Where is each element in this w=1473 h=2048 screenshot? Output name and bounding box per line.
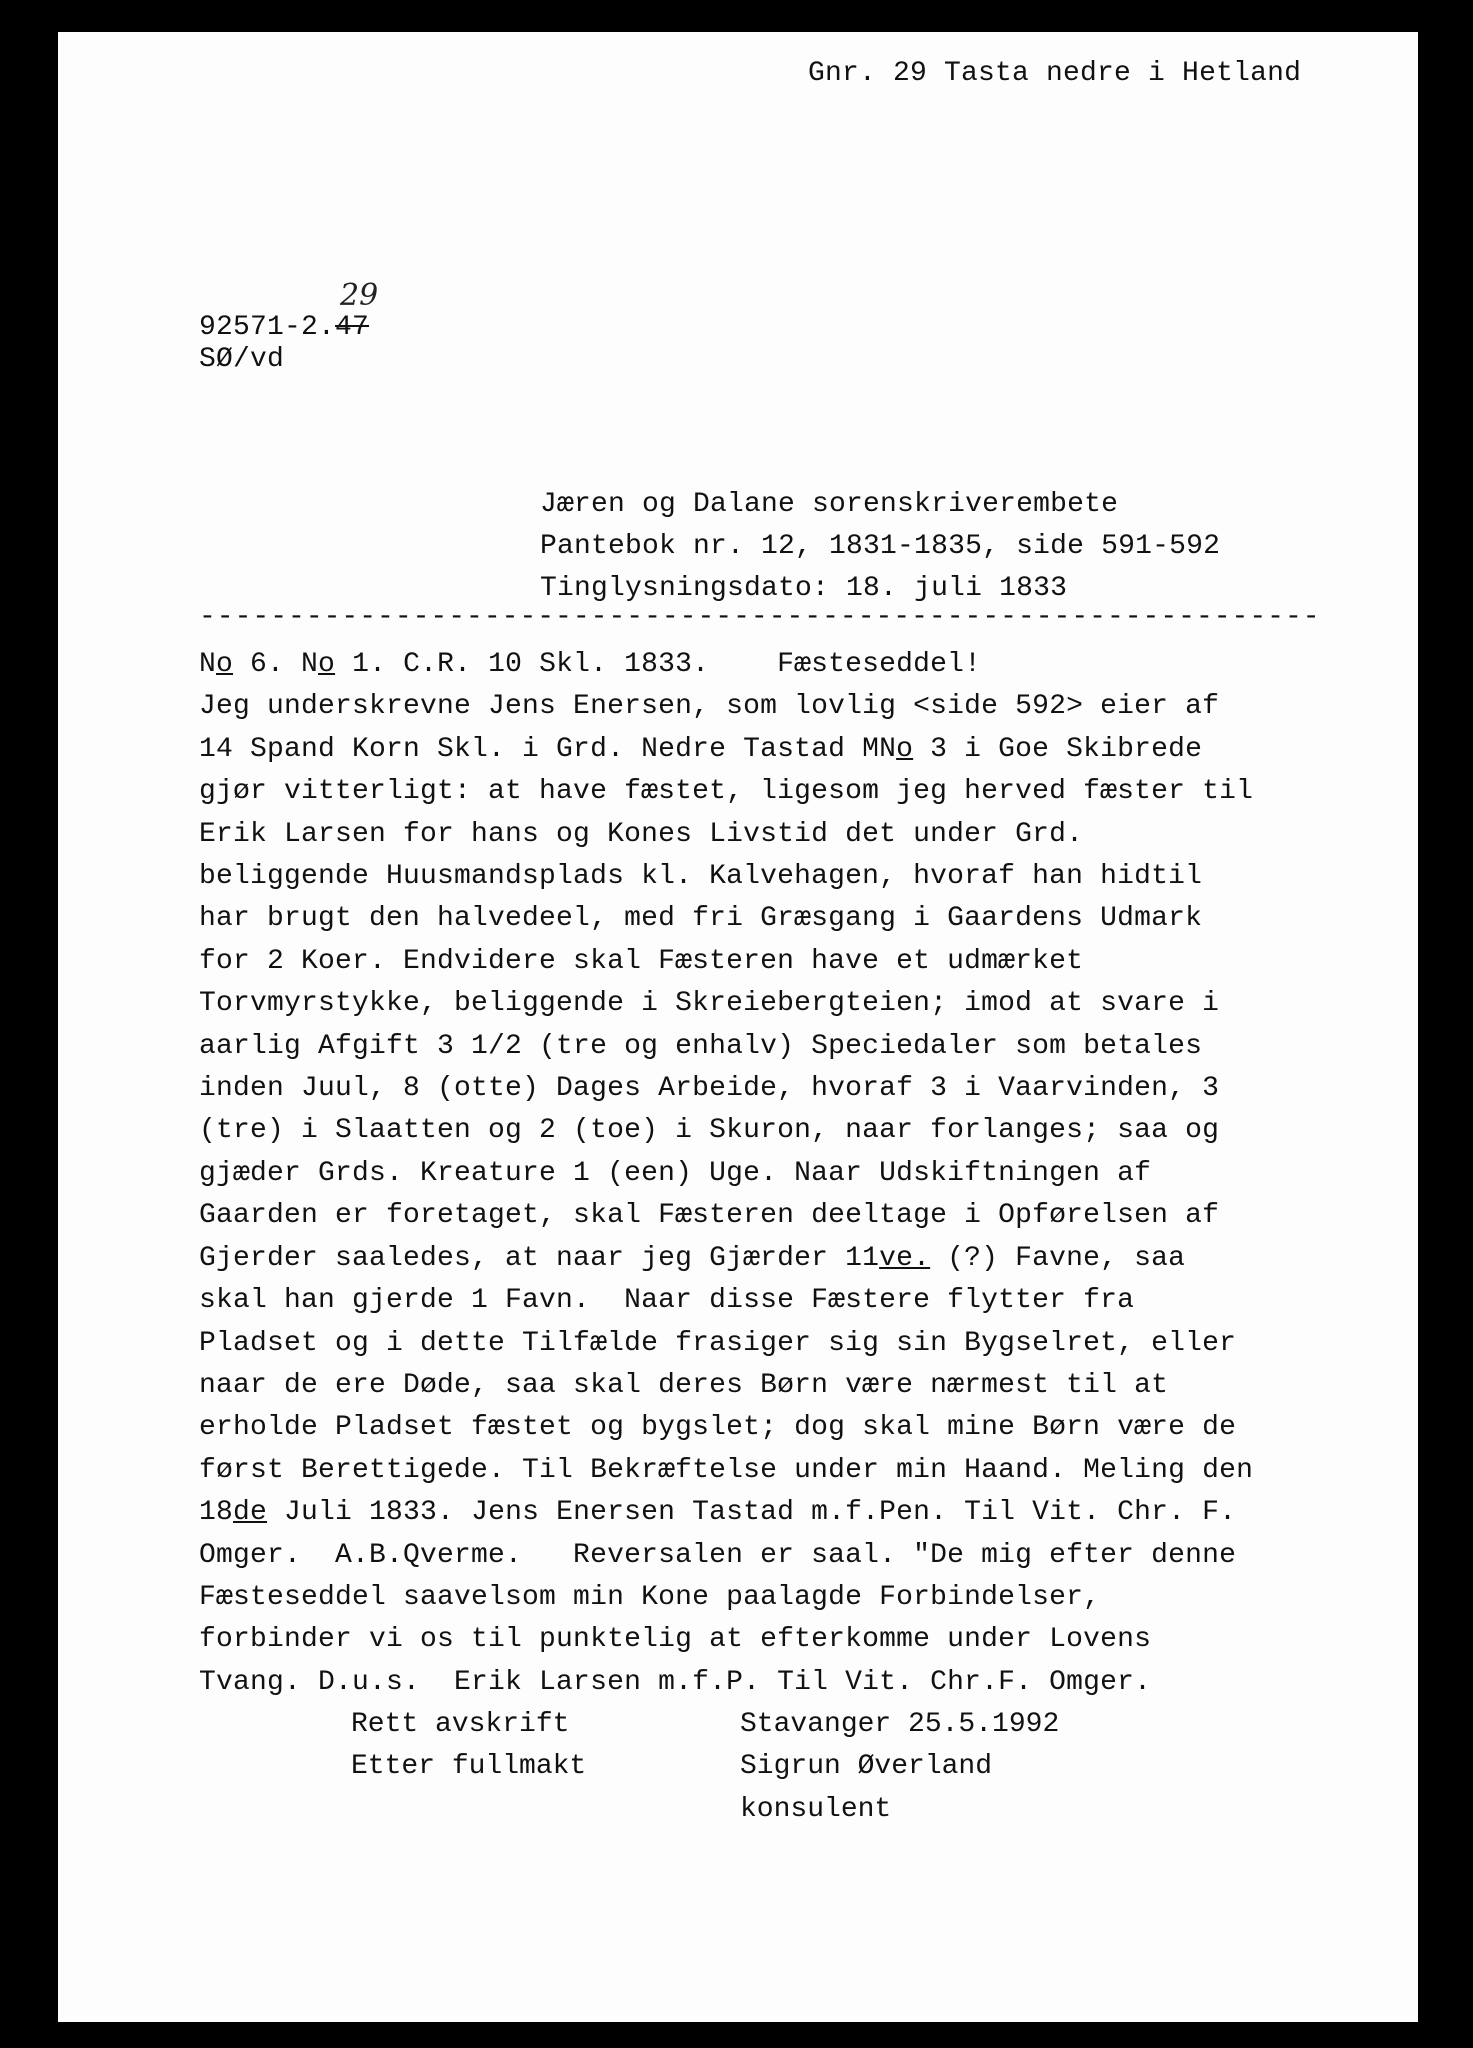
attestation-title: konsulent [740,1793,892,1825]
document-page [58,32,1418,2022]
page-header: Gnr. 29 Tasta nedre i Hetland [808,58,1302,89]
handwritten-correction: 29 [340,278,379,313]
attestation-authority-note: Etter fullmakt [351,1751,587,1783]
transcript-line: Gaarden er foretaget, skal Fæsteren deeltage i Opførelsen af [199,1200,1220,1232]
separator-line: --------------------------------------------------------------- [199,602,1321,633]
transcript-body [199,644,1253,1704]
transcript-line: (tre) i Slaatten og 2 (toe) i Skuron, naar forlanges; saa og [199,1115,1220,1147]
source-date: Tinglysningsdato: 18. juli 1833 [540,573,1068,604]
attestation-signer: Sigrun Øverland [740,1751,993,1783]
reference-struck-suffix: 47 [335,312,370,343]
transcript-line: gjør vitterligt: at have fæstet, ligesom jeg herved fæster til [199,776,1254,808]
transcript-line: har brugt den halvedeel, med fri Græsgang i Gaardens Udmark [199,903,1203,935]
transcript-line: Torvmyrstykke, beliggende i Skreiebergteien; imod at svare i [199,988,1220,1020]
attestation-place-date: Stavanger 25.5.1992 [740,1709,1060,1740]
source-book: Pantebok nr. 12, 1831-1835, side 591-592 [540,531,1221,562]
transcript-line: naar de ere Døde, saa skal deres Børn være nærmest til at [199,1369,1169,1401]
transcript-line: 14 Spand Korn Skl. i Grd. Nedre Tastad MNo 3 i Goe Skibrede [199,733,1203,765]
transcript-line: erholde Pladset fæstet og bygslet; dog skal mine Børn være de [199,1412,1237,1444]
transcript-line: Erik Larsen for hans og Kones Livstid det under Grd. [199,818,1084,850]
transcript-line: Omger. A.B.Qverme. Reversalen er saal. "De mig efter denne [199,1539,1237,1571]
transcript-line: Jeg underskrevne Jens Enersen, som lovlig <side 592> eier af [199,691,1220,723]
transcript-line: Gjerder saaledes, at naar jeg Gjærder 11ve. (?) Favne, saa [199,1242,1186,1274]
attestation-left [351,1704,586,1789]
transcript-line: Fæsteseddel saavelsom min Kone paalagde Forbindelser, [199,1581,1101,1613]
source-office: Jæren og Dalane sorenskriverembete [540,489,1119,520]
transcript-line: 18de Juli 1833. Jens Enersen Tastad m.f.Pen. Til Vit. Chr. F. [199,1497,1237,1529]
transcript-line: inden Juul, 8 (otte) Dages Arbeide, hvoraf 3 i Vaarvinden, 3 [199,1073,1220,1105]
attestation-copy-note: Rett avskrift [351,1709,570,1740]
transcript-line: beliggende Huusmandsplads kl. Kalvehagen, hvoraf han hidtil [199,861,1203,893]
transcript-line: Pladset og i dette Tilfælde frasiger sig sin Bygselret, eller [199,1327,1237,1359]
transcript-line: forbinder vi os til punktelig at efterkomme under Lovens [199,1624,1152,1656]
transcript-line: først Berettigede. Til Bekræftelse under min Haand. Meling den [199,1454,1254,1486]
transcript-line: aarlig Afgift 3 1/2 (tre og enhalv) Speciedaler som betales [199,1030,1203,1062]
reference-number [199,312,369,343]
transcript-line: No 6. No 1. C.R. 10 Skl. 1833. Fæsteseddel! [199,649,982,680]
transcript-line: Tvang. D.u.s. Erik Larsen m.f.P. Til Vit. Chr.F. Omger. [199,1666,1152,1698]
transcript-line: for 2 Koer. Endvidere skal Fæsteren have et udmærket [199,945,1084,977]
initials: SØ/vd [199,344,285,375]
transcript-line: gjæder Grds. Kreature 1 (een) Uge. Naar Udskiftningen af [199,1157,1152,1189]
reference-prefix: 92571-2. [199,312,336,343]
attestation-right [740,1704,1059,1831]
transcript-line: skal han gjerde 1 Favn. Naar disse Fæstere flytter fra [199,1285,1135,1317]
